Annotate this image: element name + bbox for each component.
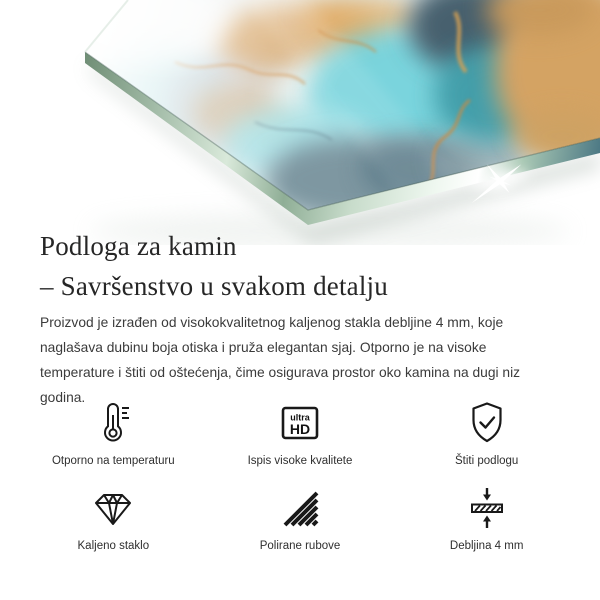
polished-edges-icon <box>276 483 324 533</box>
feature-temperature <box>20 398 207 467</box>
features-grid <box>20 398 580 552</box>
feature-thickness <box>393 483 580 552</box>
thermometer-icon <box>89 398 137 448</box>
product-description: Proizvod je izrađen od visokokvalitetnog kaljenog stakla debljine 4 mm, koje naglašava dubinu boja otiska i pruža elegantan sjaj. Otporno je na visoke temperature i štiti od oštećenja, čime osigurava prostor oko kamina na dugi niz godina. <box>40 315 521 405</box>
feature-print-quality <box>207 398 394 467</box>
page-title-line1: Podloga za kamin <box>40 231 237 261</box>
ultra-hd-icon-text-top: ultra <box>290 412 310 423</box>
page-title-line2: – Savršenstvo u svakom detalju <box>40 271 388 301</box>
feature-label: Kaljeno staklo <box>77 540 150 552</box>
feature-protects-surface <box>393 398 580 467</box>
feature-label: Ispis visoke kvalitete <box>247 455 353 467</box>
feature-tempered-glass <box>20 483 207 552</box>
feature-label: Polirane rubove <box>259 540 341 552</box>
page-title <box>40 226 580 306</box>
diamond-icon <box>89 483 137 533</box>
thickness-compress-icon <box>463 483 511 533</box>
feature-polished-edges <box>207 483 394 552</box>
ultra-hd-icon-text-bottom: HD <box>289 421 311 437</box>
feature-label: Štiti podlogu <box>455 455 519 467</box>
ultra-hd-icon <box>276 398 324 448</box>
feature-label: Otporno na temperaturu <box>51 455 175 467</box>
product-image <box>0 0 600 245</box>
shield-check-icon <box>463 398 511 448</box>
feature-label: Debljina 4 mm <box>449 540 524 552</box>
